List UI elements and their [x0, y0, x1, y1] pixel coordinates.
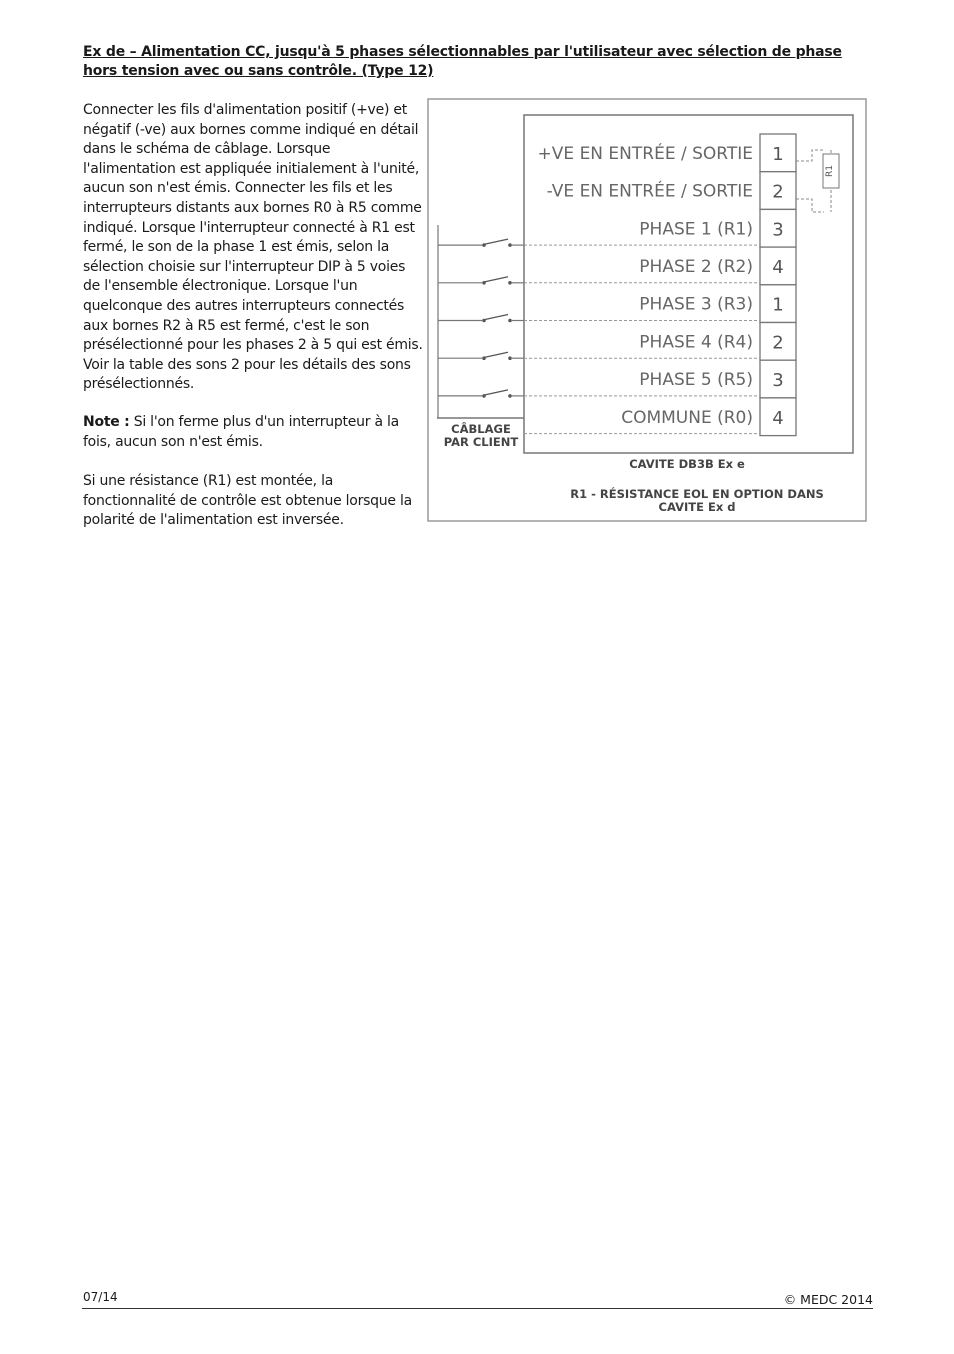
customer-wiring-label-2: PAR CLIENT — [443, 435, 519, 449]
paragraph-note — [83, 413, 423, 452]
switch-contact — [508, 356, 512, 360]
footer-divider — [82, 1308, 873, 1309]
note-text: Si l'on ferme plus d'un interrupteur à la fois, aucun son n'est émis. — [83, 414, 399, 450]
terminal-label: COMMUNE (R0) — [621, 407, 753, 428]
footer-date: 07/14 — [83, 1290, 118, 1304]
switch-contact — [508, 394, 512, 398]
wiring-diagram-svg — [427, 98, 867, 522]
resistor-label: R1 — [825, 165, 835, 177]
note-label: Note : — [83, 414, 130, 430]
switch-contact — [508, 243, 512, 247]
terminal-label: PHASE 1 (R1) — [639, 219, 753, 240]
terminal-label: PHASE 5 (R5) — [639, 370, 753, 391]
terminal-number: 2 — [772, 181, 784, 203]
terminal-number: 3 — [772, 219, 784, 241]
wiring-diagram — [427, 98, 867, 522]
terminal-label: PHASE 4 (R4) — [639, 332, 753, 353]
footnote-line-1: R1 - RÉSISTANCE EOL EN OPTION DANS — [570, 487, 824, 501]
page-title: Ex de – Alimentation CC, jusqu'à 5 phases sélectionnables par l'utilisateur avec sélection de phase hors tension avec ou sans contrôle. (Type 12) — [83, 44, 842, 79]
terminal-number: 2 — [772, 332, 784, 354]
terminal-number: 1 — [772, 143, 784, 165]
footnote-line-2: CAVITE Ex d — [658, 500, 736, 514]
terminal-number: 1 — [772, 294, 784, 316]
terminal-number: 4 — [772, 256, 784, 278]
terminal-number: 3 — [772, 370, 784, 392]
paragraph-resistor: Si une résistance (R1) est montée, la fonctionnalité de contrôle est obtenue lorsque la polarité de l'alimentation est inversée. — [83, 473, 412, 529]
terminal-label: -VE EN ENTRÉE / SORTIE — [546, 181, 753, 202]
switch-contact — [508, 319, 512, 323]
switch-contact — [508, 281, 512, 285]
terminal-number: 4 — [772, 407, 784, 429]
cavity-caption: CAVITE DB3B Ex e — [629, 457, 745, 471]
terminal-label: +VE EN ENTRÉE / SORTIE — [537, 143, 753, 164]
footer-copyright: © MEDC 2014 — [783, 1292, 873, 1307]
paragraph-wiring-instructions: Connecter les fils d'alimentation positif (+ve) et négatif (-ve) aux bornes comme indiqué en détail dans le schéma de câblage. Lorsque l'alimentation est appliquée initialement à l'unité, aucun son n'est émis. Connecter les fils et les interrupteurs distants aux bornes R0 à R5 comme indiqué. Lorsque l'interrupteur connecté à R1 est fermé, le son de la phase 1 est émis, selon la sélection choisie sur l'interrupteur DIP à 5 voies de l'ensemble électronique. Lorsque l'un quelconque des autres interrupteurs connectés aux bornes R2 à R5 est fermé, c'est le son présélectionné pour les phases 2 à 5 qui est émis. Voir la table des sons 2 pour les détails des sons présélectionnés. — [83, 102, 423, 393]
terminal-label: PHASE 2 (R2) — [639, 256, 753, 277]
terminal-label: PHASE 3 (R3) — [639, 294, 753, 315]
customer-wiring-label-1: CÂBLAGE — [451, 422, 511, 436]
